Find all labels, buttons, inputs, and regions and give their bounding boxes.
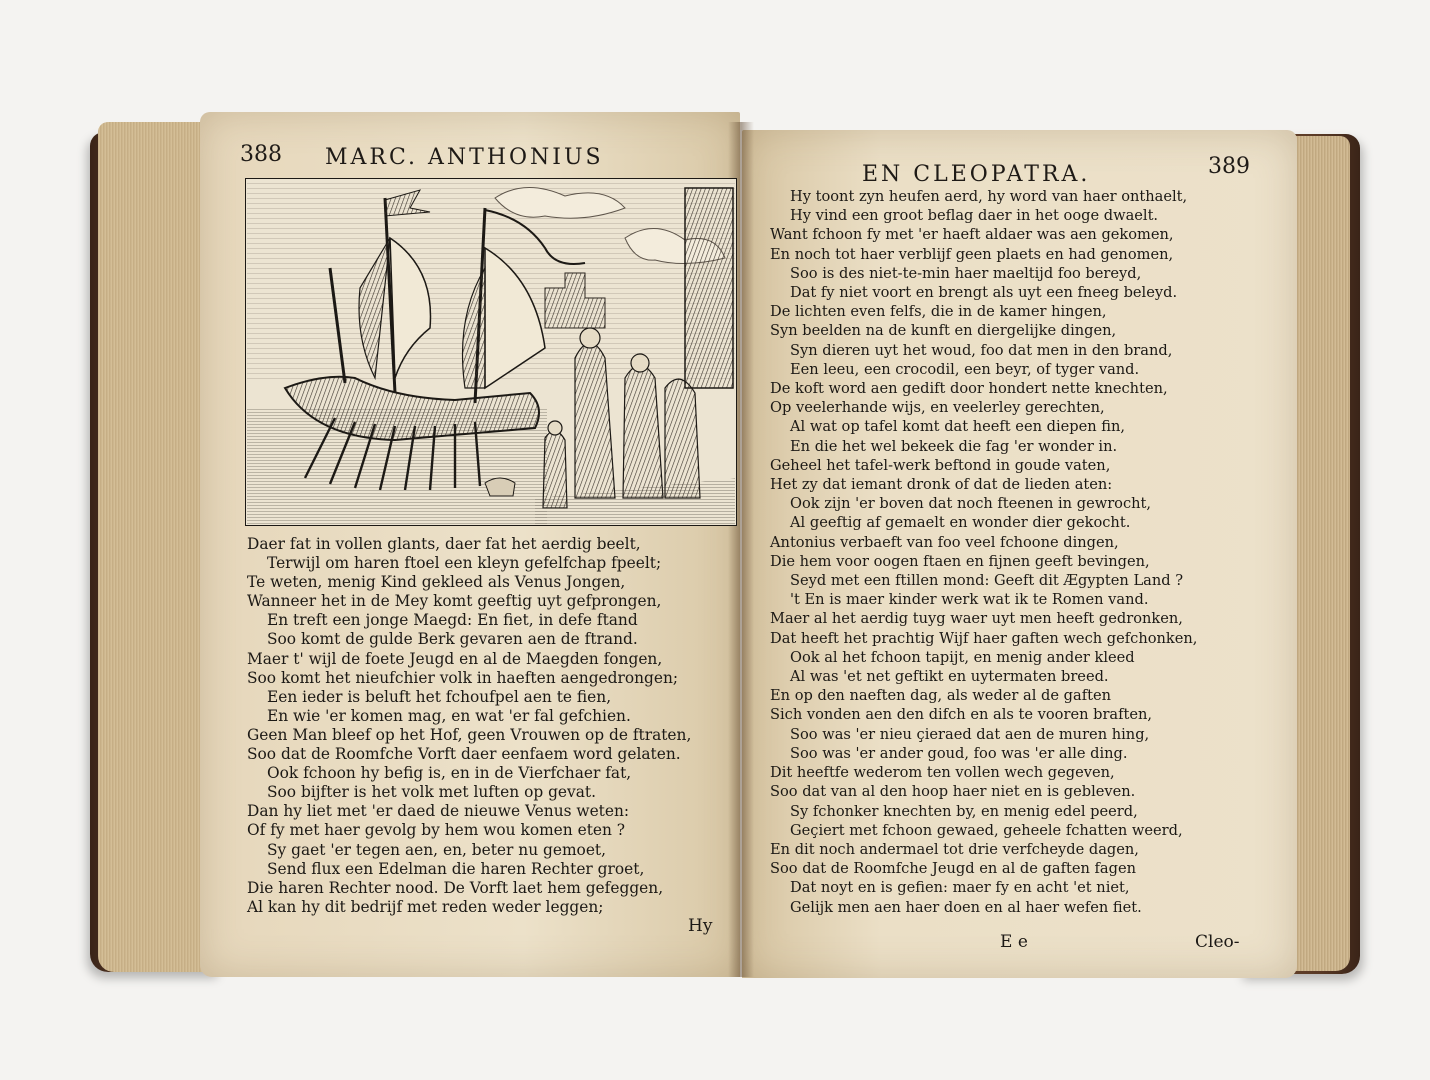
left-page-text-line: Al kan hy dit bedrijf met reden weder leggen;: [247, 897, 604, 916]
right-page-text-line: Hy vind een groot beflag daer in het ooge dwaelt.: [790, 207, 1159, 225]
right-page-text-line: Geçiert met fchoon gewaed, geheele fchatten weerd,: [790, 821, 1183, 839]
right-catchword: Cleo-: [1195, 932, 1240, 952]
left-page-text-line: En wie 'er komen mag, en wat 'er fal gefchien.: [267, 706, 631, 725]
left-page-text-line: Geen Man bleef op het Hof, geen Vrouwen op de ftraten,: [247, 725, 692, 744]
right-page-text-line: Op veelerhande wijs, en veelerley gerechten,: [770, 399, 1105, 417]
right-page-text-line: Gelijk men aen haer doen en al haer wefen fiet.: [790, 898, 1142, 916]
left-page-text-line: En treft een jonge Maegd: En fiet, in defe ftand: [267, 611, 638, 630]
right-page-text-line: Soo dat de Roomfche Jeugd en al de gaften fagen: [770, 860, 1136, 878]
right-page-text-line: Een leeu, een crocodil, een beyr, of tyger vand.: [790, 360, 1140, 378]
right-page-text-line: En die het wel bekeek die fag 'er wonder in.: [790, 437, 1118, 455]
right-page-text-line: Syn dieren uyt het woud, foo dat men in den brand,: [790, 341, 1173, 359]
left-catchword: Hy: [688, 916, 713, 936]
left-page-text-line: Een ieder is beluft het fchoufpel aen te fien,: [267, 687, 612, 706]
right-running-header: EN CLEOPATRA.: [862, 162, 1091, 187]
right-page-text-line: Soo is des niet-te-min haer maeltijd foo bereyd,: [790, 264, 1142, 282]
left-page-text-line: Wanneer het in de Mey komt geeftig uyt gefprongen,: [247, 592, 662, 611]
left-page-text-line: Die haren Rechter nood. De Vorft laet hem gefeggen,: [247, 878, 664, 897]
left-page-text-line: Daer fat in vollen glants, daer fat het aerdig beelt,: [247, 535, 641, 553]
right-page-text-line: Hy toont zyn heufen aerd, hy word van haer onthaelt,: [790, 188, 1188, 205]
left-page-text: [247, 535, 691, 917]
right-page-text-line: En op den naeften dag, als weder al de gaften: [770, 687, 1112, 705]
right-page-text-line: Al geeftig af gemaelt en wonder dier gekocht.: [790, 514, 1131, 532]
right-page-text-line: Sy fchonker knechten by, en menig edel peerd,: [790, 802, 1138, 820]
left-page-text-line: Ook fchoon hy befig is, en in de Vierfchaer fat,: [267, 764, 632, 783]
right-page-text-line: Maer al het aerdig tuyg waer uyt men heeft gedronken,: [770, 610, 1183, 628]
left-page-text-line: Of fy met haer gevolg by hem wou komen eten ?: [247, 821, 626, 840]
woodcut-illustration: [245, 178, 737, 526]
right-page-text-line: En dit noch andermael tot drie verfcheyde dagen,: [770, 840, 1139, 858]
right-page-text-line: Antonius verbaeft van foo veel fchoone dingen,: [770, 533, 1119, 551]
right-page-text: [770, 187, 1197, 917]
left-page-text-line: Sy gaet 'er tegen aen, en, beter nu gemoet,: [267, 840, 606, 859]
right-page-text-line: Soo was 'er nieu çieraed dat aen de muren hing,: [790, 725, 1150, 743]
right-page-text-line: Geheel het tafel-werk beftond in goude vaten,: [770, 456, 1111, 474]
right-page-text-line: Soo dat van al den hoop haer niet en is gebleven.: [770, 783, 1136, 801]
signature-mark: E e: [1000, 932, 1028, 952]
right-page-text-line: Ook al het fchoon tapijt, en menig ander kleed: [790, 648, 1135, 666]
right-page-text-line: De lichten even felfs, die in de kamer hingen,: [770, 303, 1107, 321]
left-page-text-line: Soo komt de gulde Berk gevaren aen de ftrand.: [267, 630, 638, 649]
open-book: [90, 112, 1360, 982]
right-page-text-line: Het zy dat iemant dronk of dat de lieden aten:: [770, 476, 1113, 494]
right-page-text-line: Al was 'et net geftikt en uytermaten breed.: [790, 668, 1109, 686]
left-page-text-line: Soo komt het nieufchier volk in haeften aengedrongen;: [247, 668, 679, 687]
page-edges-right: [1292, 136, 1350, 971]
right-page-text-line: Seyd met een ftillen mond: Geeft dit Ægypten Land ?: [790, 572, 1184, 590]
right-page-text-line: De koft word aen gedift door hondert nette knechten,: [770, 380, 1168, 398]
left-page-text-line: Soo dat de Roomfche Vorft daer eenfaem word gelaten.: [247, 745, 681, 764]
right-page-text-line: Ook zijn 'er boven dat noch fteenen in gewrocht,: [790, 495, 1152, 513]
right-page-text-line: Dat noyt en is gefien: maer fy en acht 'et niet,: [790, 879, 1130, 897]
right-page-text-line: Sich vonden aen den difch en als te vooren braften,: [770, 706, 1153, 724]
right-page-number: 389: [1208, 154, 1250, 179]
right-page-text-line: Soo was 'er ander goud, foo was 'er alle ding.: [790, 744, 1128, 762]
left-page-text-line: Te weten, menig Kind gekleed als Venus Jongen,: [247, 573, 626, 592]
right-page-text-line: Want fchoon fy met 'er haeft aldaer was aen gekomen,: [770, 226, 1174, 244]
left-page-text-line: Soo bijfter is het volk met luften op gevat.: [267, 783, 596, 802]
left-page-text-line: Dan hy liet met 'er daed de nieuwe Venus weten:: [247, 802, 630, 821]
left-running-header: MARC. ANTHONIUS: [325, 145, 604, 170]
right-page-text-line: Die hem voor oogen ftaen en fijnen geeft bevingen,: [770, 552, 1150, 570]
left-page-text-line: Maer t' wijl de foete Jeugd en al de Maegden fongen,: [247, 649, 663, 668]
right-page-text-line: Al wat op tafel komt dat heeft een diepen fin,: [790, 418, 1126, 436]
right-page-text-line: 't En is maer kinder werk wat ik te Romen vand.: [790, 591, 1149, 609]
right-page-text-line: Syn beelden na de kunft en diergelijke dingen,: [770, 322, 1117, 340]
left-page-text-line: Terwijl om haren ftoel een kleyn gefelfchap fpeelt;: [267, 554, 662, 573]
right-page-text-line: Dat fy niet voort en brengt als uyt een fneeg beleyd.: [790, 284, 1178, 302]
right-page-text-line: Dat heeft het prachtig Wijf haer gaften wech gefchonken,: [770, 629, 1198, 647]
right-page-text-line: En noch tot haer verblijf geen plaets en had genomen,: [770, 245, 1174, 263]
left-page-number: 388: [240, 142, 282, 167]
right-page-text-line: Dit heeftfe wederom ten vollen wech gegeven,: [770, 764, 1115, 782]
left-page-text-line: Send flux een Edelman die haren Rechter groet,: [267, 859, 645, 878]
